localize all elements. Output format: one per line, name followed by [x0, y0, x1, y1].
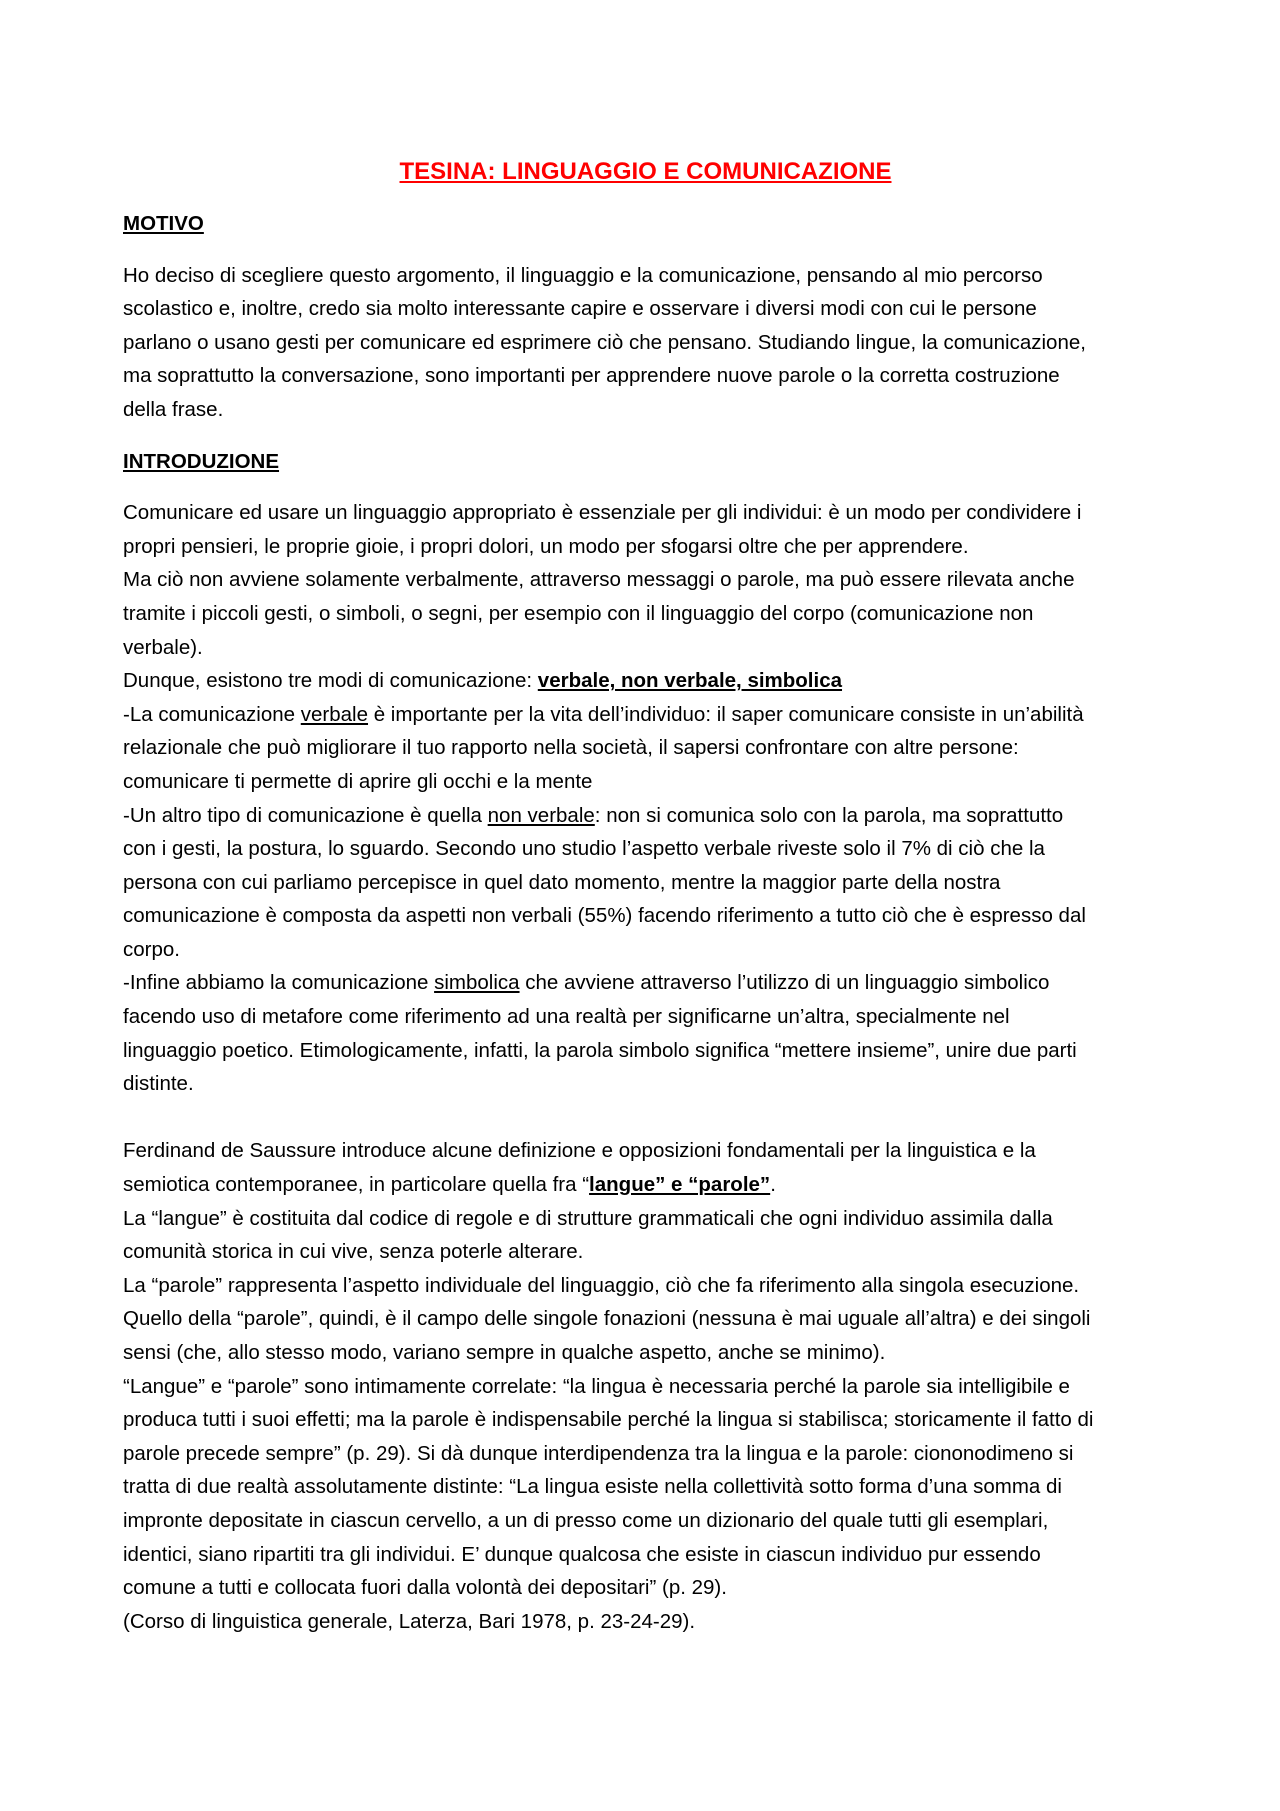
verbale-term: verbale	[300, 702, 369, 726]
nonverbale-line	[123, 799, 1168, 833]
text-line: produca tutti i suoi effetti; ma la parole è indispensabile perché la lingua si stabilisca; storicamente il fatto di	[123, 1408, 1094, 1432]
text-line: della frase.	[123, 397, 224, 421]
text-line: identici, siano ripartiti tra gli individui. E’ dunque qualcosa che esiste in ciascun individuo pur essendo	[123, 1542, 1041, 1566]
text-line: linguaggio poetico. Etimologicamente, infatti, la parola simbolo significa “mettere insieme”, unire due parti	[123, 1038, 1077, 1062]
text-line: comunicare ti permette di aprire gli occhi e la mente	[123, 769, 593, 793]
saussure-post: .	[770, 1173, 776, 1197]
simbolica-pre: -Infine abbiamo la comunicazione	[123, 971, 435, 995]
simbolica-post: che avviene attraverso l’utilizzo di un linguaggio simbolico	[519, 971, 1050, 995]
text-line: La “langue” è costituita dal codice di regole e di strutture grammaticali che ogni individuo assimila dalla	[123, 1206, 1053, 1230]
citation-line: (Corso di linguistica generale, Laterza, Bari 1978, p. 23-24-29).	[123, 1609, 696, 1633]
text-line: tramite i piccoli gesti, o simboli, o segni, per esempio con il linguaggio del corpo (comunicazione non	[123, 601, 1034, 625]
text-line: parole precede sempre” (p. 29). Si dà dunque interdipendenza tra la lingua e la parole: ciononodimeno si	[123, 1441, 1074, 1465]
text-line: Ferdinand de Saussure introduce alcune definizione e opposizioni fondamentali per la linguistica e la	[123, 1139, 1036, 1163]
paragraph-introduzione	[123, 496, 1168, 1638]
text-line: relazionale che può migliorare il tuo rapporto nella società, il sapersi confrontare con altre persone:	[123, 736, 1019, 760]
text-line: verbale).	[123, 635, 203, 659]
text-line: distinte.	[123, 1072, 194, 1096]
langue-parole-line	[123, 1168, 1168, 1202]
text-line: “Langue” e “parole” sono intimamente correlate: “la lingua è necessaria perché la parole sia intelligibile e	[123, 1374, 1070, 1398]
text-line: Comunicare ed usare un linguaggio appropriato è essenziale per gli individui: è un modo per condividere i	[123, 501, 1082, 525]
text-line: persona con cui parliamo percepisce in quel dato momento, mentre la maggior parte della nostra	[123, 870, 1001, 894]
verbale-post: è importante per la vita dell’individuo: il saper comunicare consiste in un’abilità	[368, 702, 1084, 726]
heading-introduzione: INTRODUZIONE	[123, 449, 280, 473]
text-line: Quello della “parole”, quindi, è il campo delle singole fonazioni (nessuna è mai uguale all’altra) e dei singoli	[123, 1307, 1091, 1331]
simbolica-term: simbolica	[434, 971, 520, 995]
nonverbale-pre: -Un altro tipo di comunicazione è quella	[123, 803, 488, 827]
nonverbale-post: : non si comunica solo con la parola, ma soprattutto	[594, 803, 1064, 827]
simbolica-line	[123, 966, 1168, 1000]
verbale-line	[123, 698, 1168, 732]
paragraph-motivo	[123, 259, 1168, 427]
text-line: comunità storica in cui vive, senza poterle alterare.	[123, 1240, 584, 1264]
modes-line	[123, 664, 1168, 698]
text-line: Ma ciò non avviene solamente verbalmente, attraverso messaggi o parole, ma può essere rilevata anche	[123, 568, 1075, 592]
document-body	[123, 155, 1168, 1656]
heading-motivo: MOTIVO	[123, 212, 204, 235]
blank-line	[123, 1101, 1168, 1135]
text-line: parlano o usano gesti per comunicare ed esprimere ciò che pensano. Studiando lingue, la comunicazione,	[123, 330, 1086, 354]
text-line: tratta di due realtà assolutamente distinte: “La lingua esiste nella collettività sotto forma d’una somma di	[123, 1475, 1062, 1499]
text-line: con i gesti, la postura, lo sguardo. Secondo uno studio l’aspetto verbale riveste solo il 7% di ciò che la	[123, 837, 1045, 861]
text-line: corpo.	[123, 937, 180, 961]
saussure-pre: semiotica contemporanee, in particolare quella fra “	[123, 1173, 590, 1197]
text-line: scolastico e, inoltre, credo sia molto interessante capire e osservare i diversi modi con cui le persone	[123, 297, 1037, 321]
document-title: TESINA: LINGUAGGIO E COMUNICAZIONE	[399, 158, 892, 185]
langue-parole-term: langue” e “parole”	[589, 1173, 771, 1197]
text-line: propri pensieri, le proprie gioie, i propri dolori, un modo per sfogarsi oltre che per apprendere.	[123, 534, 969, 558]
verbale-pre: -La comunicazione	[123, 702, 301, 726]
modes-prefix: Dunque, esistono tre modi di comunicazione:	[123, 669, 538, 693]
text-line: sensi (che, allo stesso modo, variano sempre in qualche aspetto, anche se minimo).	[123, 1341, 886, 1364]
text-line: comunicazione è composta da aspetti non verbali (55%) facendo riferimento a tutto ciò che è espresso dal	[123, 904, 1086, 928]
nonverbale-term: non verbale	[487, 803, 595, 827]
text-line: comune a tutti e collocata fuori dalla volontà dei depositari” (p. 29).	[123, 1576, 727, 1600]
text-line: facendo uso di metafore come riferimento ad una realtà per significarne un’altra, specialmente nel	[123, 1005, 1010, 1029]
text-line: impronte depositate in ciascun cervello, a un di presso come un dizionario del quale tutti gli esemplari,	[123, 1508, 1049, 1532]
modes-list: verbale, non verbale, simbolica	[537, 669, 843, 693]
text-line: ma soprattutto la conversazione, sono importanti per apprendere nuove parole o la corretta costruzione	[123, 364, 1060, 388]
text-line: La “parole” rappresenta l’aspetto individuale del linguaggio, ciò che fa riferimento alla singola esecuzione.	[123, 1273, 1080, 1297]
text-line: Ho deciso di scegliere questo argomento, il linguaggio e la comunicazione, pensando al mio percorso	[123, 263, 1043, 287]
